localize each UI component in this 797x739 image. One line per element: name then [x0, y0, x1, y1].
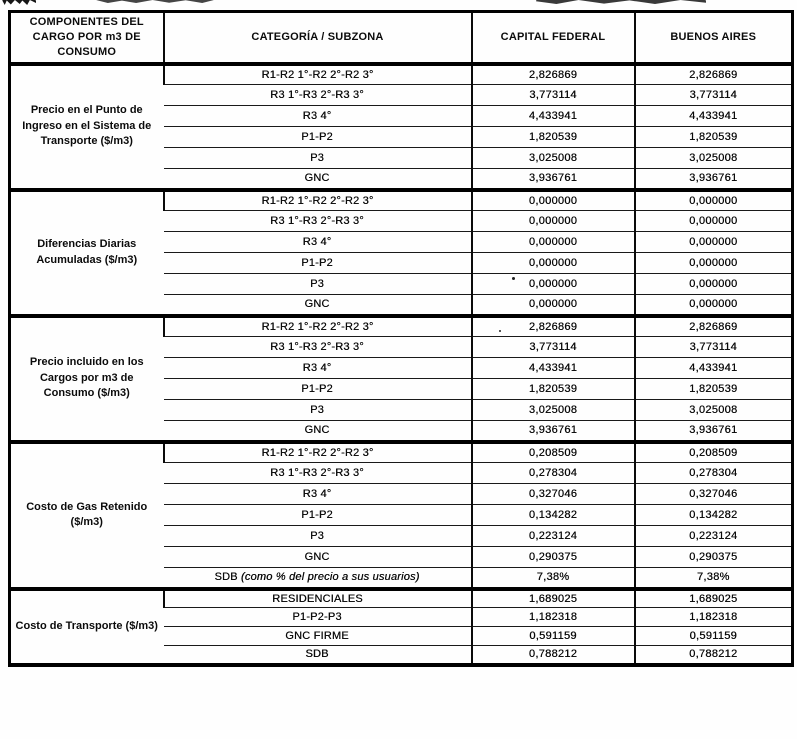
buenos-aires-value: 3,025008	[635, 400, 793, 421]
category-cell: R3 4°	[164, 484, 472, 505]
table-row	[10, 190, 793, 211]
capital-federal-value: 1,820539	[472, 127, 635, 148]
category-cell: P3	[164, 274, 472, 295]
gas-tariff-components-table	[8, 10, 794, 667]
buenos-aires-value: 0,134282	[635, 505, 793, 526]
header-categoria-subzona: CATEGORÍA / SUBZONA	[164, 12, 472, 64]
table-row	[10, 64, 793, 85]
category-cell: P1-P2	[164, 505, 472, 526]
buenos-aires-value: 0,000000	[635, 190, 793, 211]
buenos-aires-value: 3,773114	[635, 337, 793, 358]
scan-artifact	[96, 0, 214, 3]
buenos-aires-value: 0,591159	[635, 627, 793, 646]
capital-federal-value: 0,000000	[472, 295, 635, 316]
buenos-aires-value: 1,820539	[635, 127, 793, 148]
category-cell: GNC	[164, 421, 472, 442]
category-cell: R3 1°-R3 2°-R3 3°	[164, 85, 472, 106]
capital-federal-value: 3,025008	[472, 148, 635, 169]
category-cell: R3 1°-R3 2°-R3 3°	[164, 211, 472, 232]
capital-federal-value: 0,290375	[472, 547, 635, 568]
category-cell: R3 4°	[164, 232, 472, 253]
buenos-aires-value: 0,000000	[635, 253, 793, 274]
header-capital-federal: CAPITAL FEDERAL	[472, 12, 635, 64]
capital-federal-value: 0,591159	[472, 627, 635, 646]
capital-federal-value: 0,134282	[472, 505, 635, 526]
buenos-aires-value: 1,182318	[635, 608, 793, 627]
capital-federal-value: 0,788212	[472, 646, 635, 665]
header-buenos-aires: BUENOS AIRES	[635, 12, 793, 64]
buenos-aires-value: 3,773114	[635, 85, 793, 106]
buenos-aires-value: 0,000000	[635, 211, 793, 232]
capital-federal-value: 4,433941	[472, 106, 635, 127]
category-cell: P3	[164, 526, 472, 547]
section-label: Costo de Gas Retenido ($/m3)	[10, 442, 164, 589]
capital-federal-value: 0,000000	[472, 211, 635, 232]
category-cell: P1-P2	[164, 127, 472, 148]
category-cell: R1-R2 1°-R2 2°-R2 3°	[164, 316, 472, 337]
category-cell: SDB	[164, 646, 472, 665]
buenos-aires-value: 0,327046	[635, 484, 793, 505]
category-note: (como % del precio a sus usuarios)	[237, 571, 420, 584]
buenos-aires-value: 0,278304	[635, 463, 793, 484]
capital-federal-value: 3,025008	[472, 400, 635, 421]
section-label: Costo de Transporte ($/m3)	[10, 589, 164, 665]
capital-federal-value: 3,936761	[472, 169, 635, 190]
category-cell: R3 1°-R3 2°-R3 3°	[164, 463, 472, 484]
capital-federal-value: 0,278304	[472, 463, 635, 484]
header-row	[10, 12, 793, 64]
category-cell: P1-P2	[164, 379, 472, 400]
capital-federal-value: 1,689025	[472, 589, 635, 608]
category-cell: P1-P2	[164, 253, 472, 274]
table-row	[10, 589, 793, 608]
table-body	[10, 64, 793, 665]
buenos-aires-value: 7,38%	[635, 568, 793, 589]
buenos-aires-value: 0,000000	[635, 232, 793, 253]
scan-artifact	[2, 0, 36, 5]
buenos-aires-value: 4,433941	[635, 358, 793, 379]
buenos-aires-value: 0,000000	[635, 274, 793, 295]
buenos-aires-value: 0,000000	[635, 295, 793, 316]
buenos-aires-value: 1,689025	[635, 589, 793, 608]
capital-federal-value: 0,000000	[472, 190, 635, 211]
category-cell: R1-R2 1°-R2 2°-R2 3°	[164, 190, 472, 211]
capital-federal-value: 1,182318	[472, 608, 635, 627]
table-row	[10, 442, 793, 463]
buenos-aires-value: 3,025008	[635, 148, 793, 169]
capital-federal-value: 0,000000	[472, 274, 635, 295]
table-row	[10, 316, 793, 337]
category-cell: P3	[164, 400, 472, 421]
capital-federal-value: 0,208509	[472, 442, 635, 463]
category-cell: RESIDENCIALES	[164, 589, 472, 608]
category-cell: SDB (como % del precio a sus usuarios)	[164, 568, 472, 589]
buenos-aires-value: 2,826869	[635, 64, 793, 85]
capital-federal-value: 0,000000	[472, 253, 635, 274]
capital-federal-value: 7,38%	[472, 568, 635, 589]
buenos-aires-value: 0,290375	[635, 547, 793, 568]
category-cell: R3 4°	[164, 106, 472, 127]
capital-federal-value: 3,773114	[472, 85, 635, 106]
category-cell: GNC	[164, 295, 472, 316]
category-cell: P3	[164, 148, 472, 169]
capital-federal-value: 4,433941	[472, 358, 635, 379]
capital-federal-value: 2,826869	[472, 316, 635, 337]
header-componentes: COMPONENTES DEL CARGO POR m3 DE CONSUMO	[10, 12, 164, 64]
capital-federal-value: 3,773114	[472, 337, 635, 358]
buenos-aires-value: 3,936761	[635, 421, 793, 442]
capital-federal-value: 0,000000	[472, 232, 635, 253]
category-cell: R3 1°-R3 2°-R3 3°	[164, 337, 472, 358]
section-label: Diferencias Diarias Acumuladas ($/m3)	[10, 190, 164, 316]
buenos-aires-value: 0,788212	[635, 646, 793, 665]
category-cell: GNC	[164, 547, 472, 568]
capital-federal-value: 0,327046	[472, 484, 635, 505]
category-cell: GNC FIRME	[164, 627, 472, 646]
category-cell: R1-R2 1°-R2 2°-R2 3°	[164, 64, 472, 85]
category-cell: R1-R2 1°-R2 2°-R2 3°	[164, 442, 472, 463]
scan-artifact	[536, 0, 706, 4]
section-label: Precio en el Punto de Ingreso en el Sistema de Transporte ($/m3)	[10, 64, 164, 190]
buenos-aires-value: 2,826869	[635, 316, 793, 337]
buenos-aires-value: 0,208509	[635, 442, 793, 463]
category-cell: P1-P2-P3	[164, 608, 472, 627]
buenos-aires-value: 3,936761	[635, 169, 793, 190]
section-label: Precio incluido en los Cargos por m3 de Consumo ($/m3)	[10, 316, 164, 442]
capital-federal-value: 2,826869	[472, 64, 635, 85]
buenos-aires-value: 0,223124	[635, 526, 793, 547]
buenos-aires-value: 1,820539	[635, 379, 793, 400]
capital-federal-value: 1,820539	[472, 379, 635, 400]
category-cell: GNC	[164, 169, 472, 190]
buenos-aires-value: 4,433941	[635, 106, 793, 127]
capital-federal-value: 0,223124	[472, 526, 635, 547]
category-cell: R3 4°	[164, 358, 472, 379]
capital-federal-value: 3,936761	[472, 421, 635, 442]
